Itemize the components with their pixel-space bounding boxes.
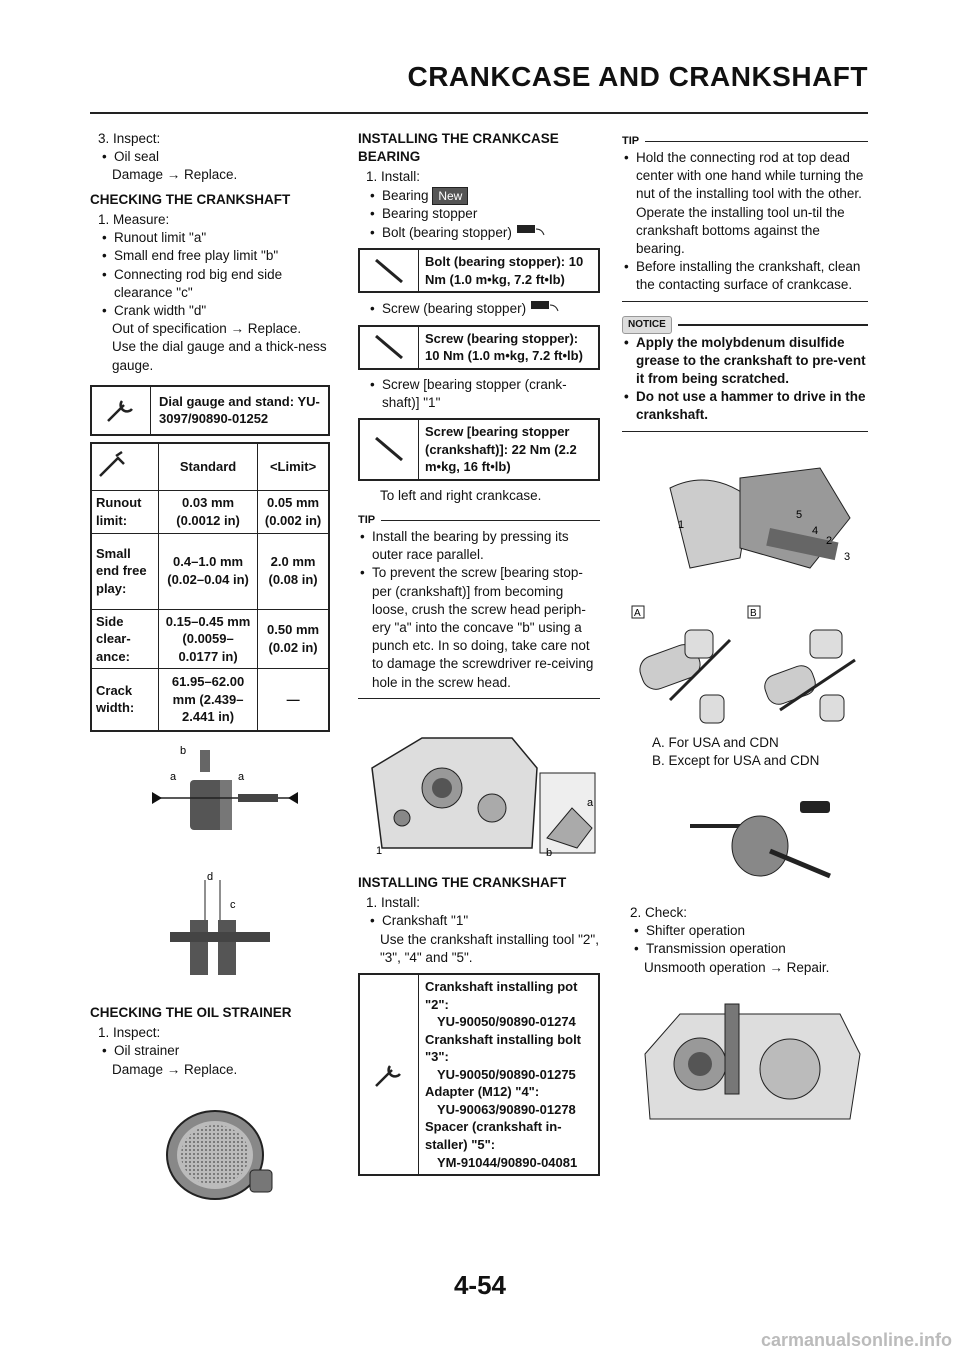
figure-label: a bbox=[170, 771, 177, 783]
tool-number: YM-91044/90890-04081 bbox=[437, 1154, 578, 1170]
tool-box bbox=[90, 385, 330, 436]
header-rule bbox=[90, 112, 868, 114]
page-title: CRANKCASE AND CRANKSHAFT bbox=[407, 61, 868, 92]
tool-name: Spacer (crankshaft in-staller) "5": bbox=[425, 1119, 562, 1153]
row-label: Small end free play: bbox=[91, 533, 159, 609]
tool-name: Crankshaft installing bolt "3": bbox=[425, 1031, 582, 1065]
crankcase-bearing-figure bbox=[362, 728, 602, 858]
torque-text: Screw (bearing stopper): 10 Nm (1.0 m•kg, 7.2 ft•lb) bbox=[425, 330, 583, 364]
installer-tools-figure bbox=[630, 600, 870, 730]
figure-label: 1 bbox=[376, 845, 383, 857]
column-header: Standard bbox=[159, 443, 258, 491]
step-text: 1. Install: bbox=[366, 169, 421, 185]
torque-box bbox=[358, 418, 600, 481]
bullet-text: • Oil seal bbox=[90, 148, 330, 166]
torque-text: Screw [bearing stopper (crankshaft)]: 22 Nm (2.2 m•kg, 16 ft•lb) bbox=[425, 424, 577, 475]
step-text: 1. Measure: bbox=[98, 211, 170, 227]
tip-label: TIP bbox=[622, 135, 640, 147]
bullet-text: • Crankshaft "1" bbox=[358, 912, 600, 930]
figure-label: 1 bbox=[678, 519, 685, 531]
step-text: 1. Install: bbox=[366, 895, 421, 911]
figure-label: 3 bbox=[844, 551, 851, 563]
notice-rule bbox=[622, 431, 868, 433]
tip-item: • Install the bearing by pressing its outer race parallel. bbox=[358, 528, 600, 564]
transmission-figure bbox=[640, 994, 865, 1124]
bullet-text: • Transmission operation bbox=[622, 940, 868, 958]
standard-value: 0.4–1.0 mm (0.02–0.04 in) bbox=[159, 533, 258, 609]
torque-box bbox=[358, 248, 600, 293]
wrench-icon bbox=[360, 975, 419, 1174]
step-text: Use the crankshaft installing tool "2", "3", "4" and "5". bbox=[380, 931, 599, 965]
section-heading: INSTALLING THE CRANKSHAFT bbox=[358, 875, 567, 890]
tool-name: Crankshaft installing pot "2": bbox=[425, 979, 578, 1012]
figure-label: A bbox=[634, 608, 641, 619]
bullet-text bbox=[358, 187, 600, 205]
bullet-text: • Shifter operation bbox=[622, 922, 868, 940]
crankshaft-grease-figure bbox=[690, 796, 840, 886]
standard-value: 0.15–0.45 mm (0.0059–0.0177 in) bbox=[159, 609, 258, 669]
step-text: 2. Check: bbox=[630, 905, 688, 920]
step-text: Damage → Replace. bbox=[112, 1061, 238, 1077]
torque-wrench-icon bbox=[360, 250, 419, 291]
tool-text: Dial gauge and stand: YU-3097/90890-01252 bbox=[159, 393, 320, 427]
oil-strainer-section bbox=[90, 998, 330, 1079]
tip-rule bbox=[381, 520, 600, 522]
figure-label: b bbox=[546, 847, 553, 858]
crankshaft-install-figure bbox=[650, 458, 865, 588]
bullet-text: • Bearing stopper bbox=[358, 205, 600, 223]
spec-icon-cell bbox=[91, 443, 159, 491]
oil-strainer-figure bbox=[160, 1100, 280, 1210]
caption: A. For USA and CDN bbox=[652, 735, 779, 750]
page-number: 4-54 bbox=[453, 1270, 507, 1300]
figure-label: d bbox=[207, 871, 214, 883]
step-text: Out of specification → Replace. bbox=[112, 321, 302, 337]
step-text: 3. Inspect: bbox=[98, 131, 161, 146]
tip-block bbox=[358, 513, 600, 699]
crank-width-figure bbox=[165, 870, 275, 990]
tip-item: • Hold the connecting rod at top dead center with one hand while turning the nut of the installing tool with the other. Operate the installing tool un-til the crankshaft bottoms against the bearing. bbox=[622, 149, 868, 258]
torque-box bbox=[358, 325, 600, 370]
figure-label: 4 bbox=[812, 525, 819, 537]
bullet-text: • Runout limit "a" bbox=[90, 229, 330, 247]
figure-label: a bbox=[587, 797, 594, 809]
tip-block bbox=[622, 134, 868, 302]
limit-value: — bbox=[258, 669, 329, 731]
caption: B. Except for USA and CDN bbox=[652, 753, 820, 769]
wrench-icon bbox=[92, 387, 151, 434]
section-heading: INSTALLING THE CRANKCASE BEARING bbox=[358, 131, 559, 165]
bearing-text: Bearing bbox=[382, 187, 429, 203]
tip-item: • To prevent the screw [bearing stop-per (crankshaft)] from becoming loose, crush the screw head periph-ery "a" into the concave "b" using a punch etc. In so doing, take care not to damage the screwdriver re-ceiving hole in the screw head. bbox=[358, 564, 600, 692]
torque-text: Bolt (bearing stopper): 10 Nm (1.0 m•kg, 7.2 ft•lb) bbox=[425, 254, 584, 287]
tip-item: • Before installing the crankshaft, clean the contacting surface of crankcase. bbox=[622, 258, 868, 294]
new-badge: New bbox=[432, 187, 468, 205]
torque-wrench-icon bbox=[360, 420, 419, 479]
tool-list bbox=[419, 975, 598, 1174]
tip-header bbox=[622, 134, 868, 149]
check-section bbox=[622, 904, 868, 977]
column-3 bbox=[622, 130, 868, 438]
figure-label: 2 bbox=[826, 535, 833, 547]
limit-value: 0.50 mm (0.02 in) bbox=[258, 609, 329, 669]
bolt-text: Bolt (bearing stopper) bbox=[382, 225, 512, 241]
step-text: Use the dial gauge and a thick-ness gauge. bbox=[112, 339, 327, 373]
row-label: Runout limit: bbox=[91, 491, 159, 533]
bullet-text: • Connecting rod big end side clearance "c" bbox=[90, 266, 330, 302]
notice-rule bbox=[678, 324, 868, 326]
column-header: <Limit> bbox=[258, 443, 329, 491]
screw-text: Screw (bearing stopper) bbox=[382, 301, 527, 317]
standard-value: 61.95–62.00 mm (2.439–2.441 in) bbox=[159, 669, 258, 731]
notice-block bbox=[622, 316, 868, 432]
install-crank-section bbox=[358, 868, 600, 1182]
tool-number: YU-90050/90890-01274 bbox=[437, 1014, 576, 1030]
row-label: Side clear-ance: bbox=[91, 609, 159, 669]
step-text: 1. Inspect: bbox=[98, 1025, 161, 1041]
column-1 bbox=[90, 130, 330, 732]
step-text: Unsmooth operation → Repair. bbox=[644, 959, 830, 975]
bullet-text: • Screw [bearing stopper (crank-shaft)] "1" bbox=[358, 376, 600, 412]
tool-number: YU-90063/90890-01278 bbox=[437, 1101, 576, 1117]
section-heading: CHECKING THE OIL STRAINER bbox=[90, 1005, 292, 1020]
tip-label: TIP bbox=[358, 514, 376, 527]
spec-table bbox=[90, 442, 330, 732]
step-text: To left and right crankcase. bbox=[380, 487, 542, 503]
figure-label: b bbox=[180, 745, 187, 757]
notice-item: • Apply the molybdenum disulfide grease to the crankshaft to pre-vent it from being scratched. bbox=[622, 334, 868, 389]
figure-label: a bbox=[238, 771, 245, 783]
figure-label: c bbox=[230, 899, 236, 911]
notice-item: • Do not use a hammer to drive in the crankshaft. bbox=[622, 388, 868, 424]
step-text: Damage → Replace. bbox=[112, 167, 238, 183]
tip-rule bbox=[645, 141, 868, 143]
bullet-text bbox=[358, 223, 600, 242]
limit-value: 2.0 mm (0.08 in) bbox=[258, 533, 329, 609]
bullet-text bbox=[358, 299, 600, 318]
row-label: Crack width: bbox=[91, 669, 159, 731]
figure-label: B bbox=[750, 608, 757, 619]
notice-header bbox=[622, 316, 868, 334]
watermark-text: carmanualsonline.info bbox=[760, 1329, 952, 1350]
runout-figure bbox=[150, 740, 300, 840]
figure-label: 5 bbox=[796, 509, 803, 521]
torque-wrench-icon bbox=[360, 327, 419, 368]
bullet-text: • Small end free play limit "b" bbox=[90, 247, 330, 265]
torque-icon bbox=[530, 299, 560, 313]
tool-number: YU-90050/90890-01275 bbox=[437, 1066, 576, 1082]
column-2 bbox=[358, 130, 600, 705]
tip-header bbox=[358, 513, 600, 528]
tool-name: Adapter (M12) "4": bbox=[425, 1084, 540, 1100]
torque-icon bbox=[516, 223, 546, 237]
limit-value: 0.05 mm (0.002 in) bbox=[258, 491, 329, 533]
figure-captions bbox=[652, 734, 867, 770]
tool-box bbox=[358, 973, 600, 1176]
tip-rule bbox=[358, 698, 600, 700]
tip-rule bbox=[622, 301, 868, 303]
standard-value: 0.03 mm (0.0012 in) bbox=[159, 491, 258, 533]
notice-label: NOTICE bbox=[622, 316, 672, 334]
section-heading: CHECKING THE CRANKSHAFT bbox=[90, 191, 291, 207]
bullet-text: • Oil strainer bbox=[90, 1042, 330, 1060]
bullet-text: • Crank width "d" bbox=[90, 302, 330, 320]
measure-icon bbox=[96, 450, 130, 480]
